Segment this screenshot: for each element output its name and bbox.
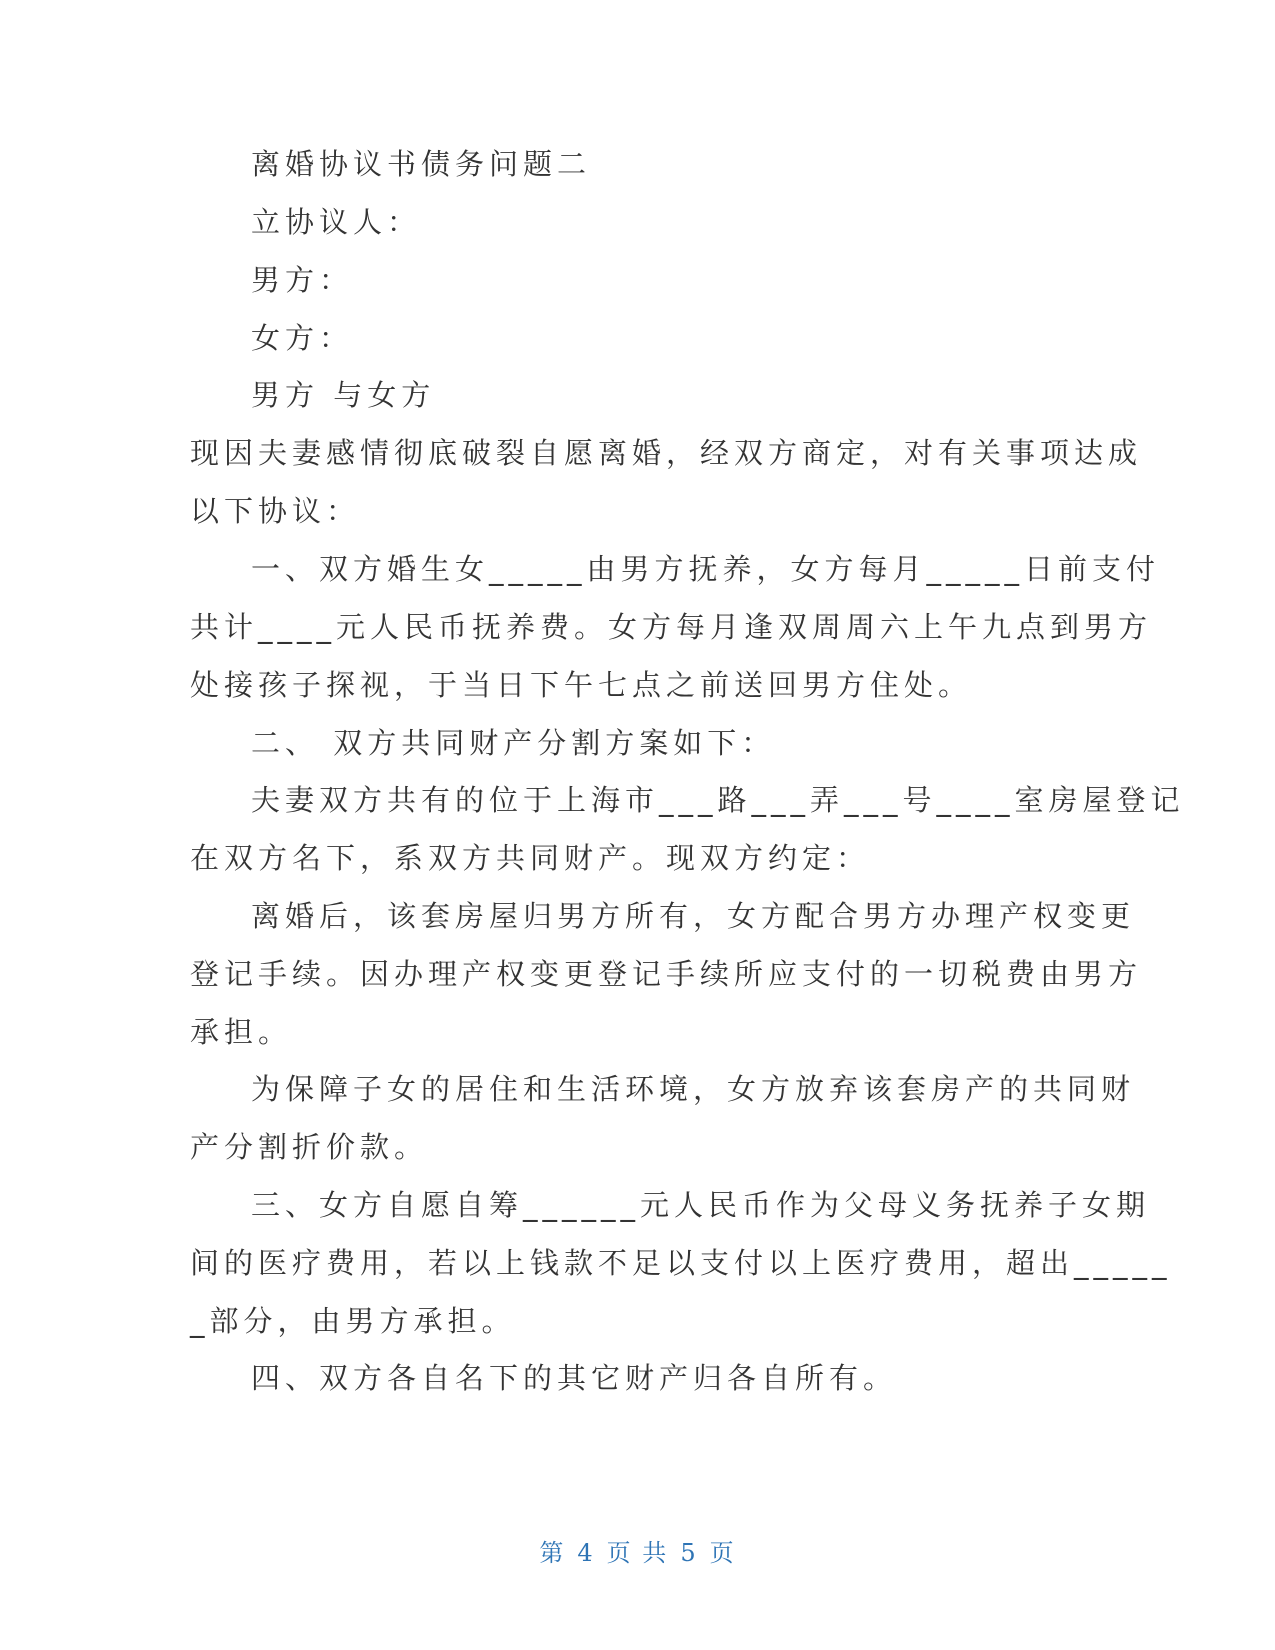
footer-page-number: 4	[577, 1539, 595, 1567]
clause-2-line: 为保障子女的居住和生活环境，女方放弃该套房产的共同财	[251, 1072, 1136, 1106]
footer-prefix: 第	[539, 1539, 566, 1567]
clause-3-line: 三、女方自愿自筹______元人民币作为父母义务抚养子女期	[251, 1188, 1151, 1222]
clause-1-line: 共计____元人民币抚养费。女方每月逢双周周六上午九点到男方	[190, 610, 1153, 644]
clause-2-line: 在双方名下，系双方共同财产。现双方约定：	[190, 841, 871, 875]
male-party-field: 男方：	[251, 263, 354, 297]
clause-3-line: 间的医疗费用，若以上钱款不足以支付以上医疗费用，超出_____	[190, 1246, 1172, 1280]
parties-line: 男方 与女方	[251, 378, 436, 412]
paragraph-line: 以下协议：	[190, 494, 361, 528]
clause-4-line: 四、双方各自名下的其它财产归各自所有。	[251, 1361, 898, 1395]
clause-2-line: 夫妻双方共有的位于上海市___路___弄___号____室房屋登记	[251, 783, 1185, 817]
clause-2-line: 承担。	[190, 1015, 293, 1049]
clause-2-line: 离婚后，该套房屋归男方所有，女方配合男方办理产权变更	[251, 899, 1136, 933]
page-footer	[0, 1533, 1275, 1568]
clause-1-line: 一、双方婚生女_____由男方抚养，女方每月_____日前支付	[251, 552, 1161, 586]
parties-heading: 立协议人：	[251, 205, 422, 239]
footer-total-pages: 5	[680, 1539, 698, 1567]
footer-suffix: 页	[709, 1539, 736, 1567]
document-title: 离婚协议书债务问题二	[251, 147, 592, 181]
paragraph-line: 现因夫妻感情彻底破裂自愿离婚，经双方商定，对有关事项达成	[190, 436, 1143, 470]
clause-3-line: _部分，由男方承担。	[190, 1304, 516, 1338]
clause-2-line: 产分割折价款。	[190, 1130, 429, 1164]
female-party-field: 女方：	[251, 321, 354, 355]
clause-2-line: 登记手续。因办理产权变更登记手续所应支付的一切税费由男方	[190, 957, 1143, 991]
clause-2-heading: 二、 双方共同财产分割方案如下：	[251, 726, 776, 760]
footer-middle: 页 共	[606, 1539, 669, 1567]
clause-1-line: 处接孩子探视，于当日下午七点之前送回男方住处。	[190, 668, 973, 702]
